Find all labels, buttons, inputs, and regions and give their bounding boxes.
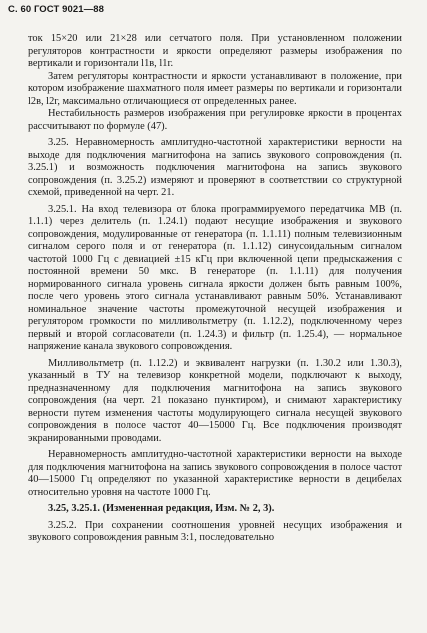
paragraph-millivoltmeter: Милливольтметр (п. 1.12.2) и эквивалент нагрузки (п. 1.30.2 или 1.30.3), указанный в ТУ на телевизор конкретной модели, подключают к выходу, предназначенному для подключения магнитофона на запись звукового сопровождения (на черт. 21 показано пунктиром), и снимают характеристику верности путем изменения частоты модулирующего сигнала несущей звукового сопровождения в полосе частот 40—15000 Гц. Все подключения производят экранированными проводами. xyxy=(28,357,402,444)
paragraph-size-measurement: ток 15×20 или 21×28 или сетчатого поля. При установленном положении регуляторов контрастности и яркости определяют размеры изображения по вертикали и горизонтали l1в, l1г. xyxy=(28,33,402,69)
page-header: С. 60 ГОСТ 9021—88 xyxy=(8,4,105,15)
document-body xyxy=(28,33,402,545)
paragraph-nonuniformity: Неравномерность амплитудно-частотной характеристики верности на выходе для подключения магнитофона на запись звукового сопровождения в полосе частот 40—15000 Гц определяют по указанной характеристике верности в децибелах относительно уровня на частоте 1000 Гц. xyxy=(28,449,402,498)
paragraph-instability: Нестабильность размеров изображения при регулировке яркости в процентах рассчитывают по формуле (47). xyxy=(28,108,402,132)
paragraph-adjust-regulators: Затем регуляторы контрастности и яркости устанавливают в положение, при котором изображение шахматного поля имеет размеры по вертикали и горизонтали l2в, l2г, максимально отличающиеся от определенных ранее. xyxy=(28,70,402,107)
paragraph-3-25: 3.25. Неравномерность амплитудно-частотной характеристики верности на выходе для подключения магнитофона на запись звукового сопровождения (п. 3.25.1) и возможность подключения магнитофона на запись звукового сопровождения (п. 3.25.2) измеряют и проверяют в соответствии со структурной схемой, приведенной на черт. 21. xyxy=(28,137,402,198)
paragraph-amendment-note: 3.25, 3.25.1. (Измененная редакция, Изм. № 2, 3). xyxy=(48,503,275,514)
paragraph-3-25-1: 3.25.1. На вход телевизора от блока программируемого передатчика МВ (п. 1.1.1) через делитель (п. 1.24.1) подают несущие изображения и звукового сопровождения, модулированные от генератора (п. 1.1.11) полным телевизионным сигналом серого поля и от генератора (п. 1.1.12) синусоидальным сигналом частотой 1000 Гц с девиацией ±15 кГц при включенной цепи предыскажения с постоянной времени 50 мкс. В генераторе (п. 1.1.11) для получения нормированного сигнала уровень сигнала яркости должен быть равным 100%, после чего уровень этого сигнала устанавливают равным 50%. Устанавливают номинальное значение частоты промежуточной несущей изображения и регулятором громкости по милливольтметру (п. 1.12.2), подключенному через первый и второй согласователи (п. 1.24.3) и фильтр (п. 1.25.4), — нормальное напряжение канала звукового сопровождения. xyxy=(28,203,402,352)
paragraph-3-25-2: 3.25.2. При сохранении соотношения уровней несущих изображения и звукового сопровождения равным 3:1, последовательно xyxy=(28,519,402,543)
